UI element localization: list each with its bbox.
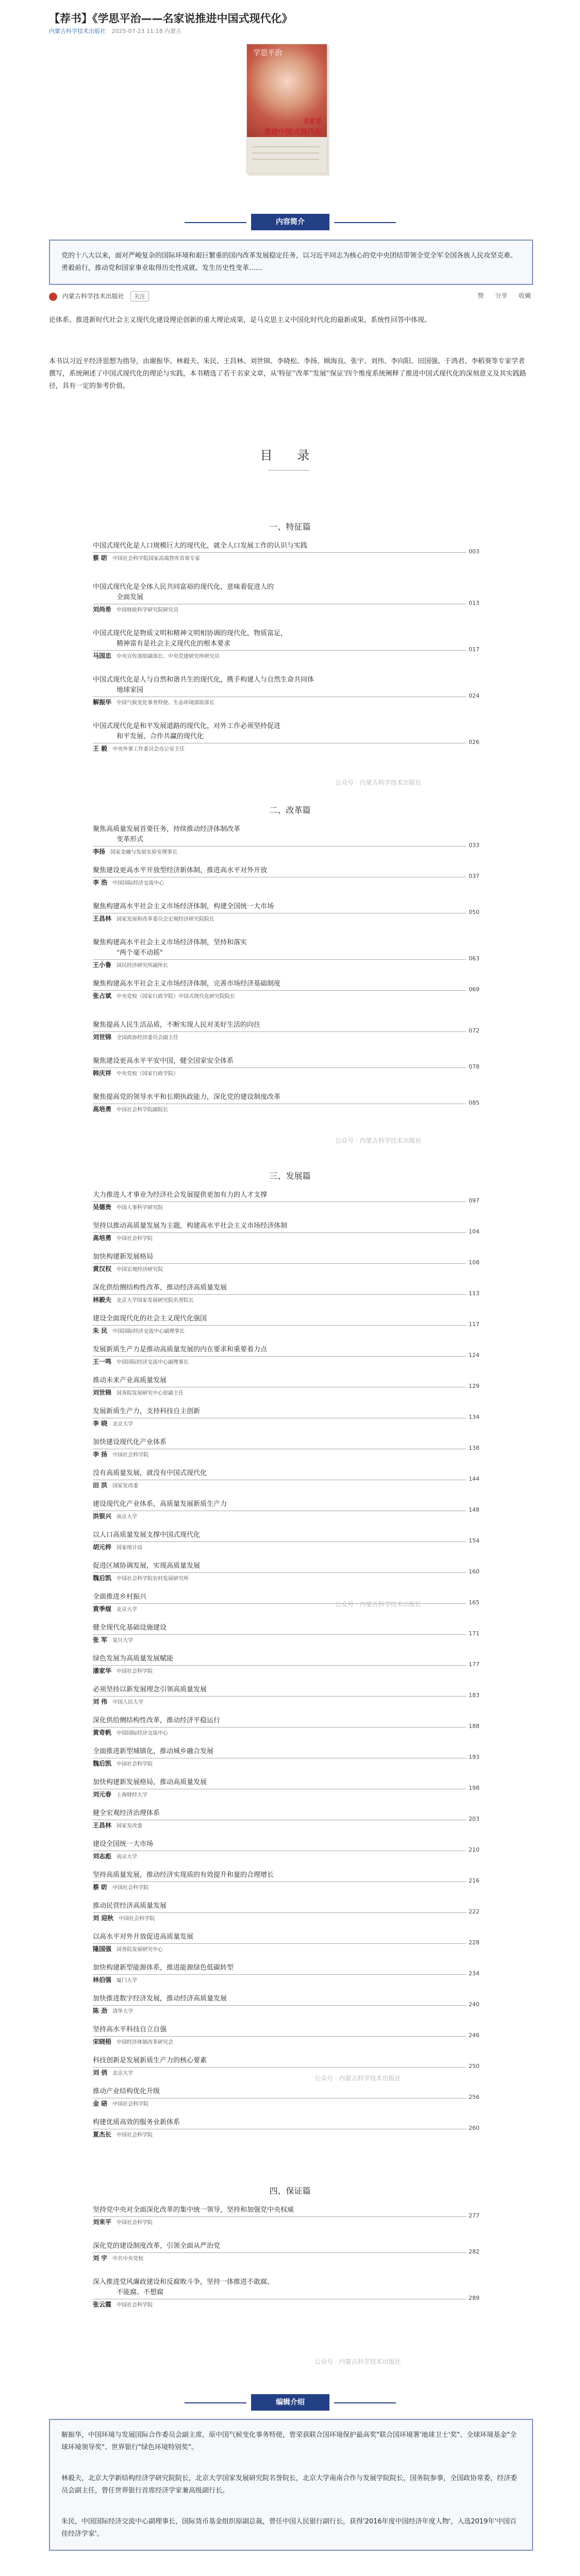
toc-item[interactable]: 坚持高质量发展，推动经济实现质的有效提升和量的合理增长 216 蔡 昉 中国社会科学院	[93, 1871, 479, 1891]
toc-item[interactable]: 加快建设现代化产业体系 138 李 扬 中国社会科学院	[93, 1438, 479, 1458]
intro-card	[49, 240, 533, 285]
intro-text: 党的十八大以来，面对严峻复杂的国际环境和艰巨繁重的国内改革发展稳定任务，以习近平同志为核心的党中央团结带领全党全军全国各族人民攻坚克难、勇毅前行，推动党和国家事业取得历史性成就、发生历史性变革……	[61, 252, 518, 272]
author-paragraph-3: 朱民，中国国际经济交流中心副理事长，国际货币基金组织原副总裁，曾任中国人民银行副行长，获得'2016年度中国经济年度人物'，入选2019年'中国百佳经济学家'。	[61, 2518, 517, 2538]
article-title: 【荐书】《学思平治——名家说推进中国式现代化》	[49, 12, 293, 25]
toc-item[interactable]: 中国式现代化是和平发展道路的现代化，对外工作必须坚持促进 和平发展、合作共赢的现代化 026 王 毅 中央外事工作委员会办公室主任	[93, 722, 479, 752]
author-paragraph-1: 解振华，中国环境与发展国际合作委员会副主席，原中国气候变化事务特使，曾荣获联合国环境保护最高奖"联合国环境署'地球卫士'奖"、全球环境基金"全球环境领导奖"、世界银行"绿色环境特别奖"。	[61, 2431, 517, 2451]
toc-item[interactable]: 聚焦构建高水平社会主义市场经济体制，坚持和落实 "两个毫不动摇" 063 王小鲁 国民经济研究所副所长	[93, 939, 479, 969]
toc-part-4-list	[93, 2205, 479, 2318]
toc-part-3-list	[93, 1190, 479, 2148]
toc-item[interactable]: 深化供给侧结构性改革，推动经济高质量发展 113 林毅夫 北京大学国家发展研究院名誉院长	[93, 1284, 479, 1303]
toc-item[interactable]: 建设全面现代化的社会主义现代化强国 117 朱 民 中国国际经济交流中心副理事长	[93, 1315, 479, 1334]
toc-item[interactable]: 坚持党中央对全面深化改革的集中统一领导，坚持和加强党中央权威 277 刘来平 中国社会科学院	[93, 2206, 479, 2226]
toc-item[interactable]: 建设全国统一大市场 210 刘志彪 南京大学	[93, 1840, 479, 1860]
toc-item[interactable]: 坚持以推动高质量发展为主题，构建高水平社会主义市场经济体制 104 高培勇 中国社会科学院	[93, 1222, 479, 1242]
watermark-text: 公众号 · 内蒙古科学技术出版社	[314, 2075, 401, 2082]
toc-item[interactable]: 大力推进人才事业为经济社会发展提供更加有力的人才支撑 097 吴德贵 中国人事科学研究院	[93, 1191, 479, 1211]
author-card	[49, 2419, 533, 2551]
toc-item[interactable]: 坚持高水平科技自立自强 246 宋晓梧 中国经济体制改革研究会	[93, 2026, 479, 2045]
toc-item[interactable]: 推动未来产业高质量发展 129 刘世锦 国务院发展研究中心原副主任	[93, 1377, 479, 1396]
toc-item[interactable]: 中国式现代化是物质文明和精神文明相协调的现代化，物质富足， 精神富有是社会主义现代化的根本要求 017 马国忠 中央宣传部原副部长、中央党建研究所研究员	[93, 630, 479, 659]
watermark-text: 公众号 · 内蒙古科学技术出版社	[314, 2358, 401, 2365]
action-bar	[468, 291, 531, 300]
publish-meta: 2025-07-23 11:18 内蒙古	[111, 28, 182, 35]
watermark-text: 公众号 · 内蒙古科学技术出版社	[335, 1137, 422, 1144]
toc-title: 目 录	[260, 448, 320, 463]
watermark-text: 公众号 · 内蒙古科学技术出版社	[335, 1601, 422, 1608]
toc-item[interactable]: 聚焦建设更高水平开放型经济新体制，推进高水平对外开放 037 李 浩 中国国际经济交流中心	[93, 867, 479, 886]
section-title-author: 编辑介绍	[251, 2394, 329, 2411]
toc-part-4: 四、保证篇	[269, 2186, 311, 2196]
like-button[interactable]: 赞	[477, 292, 484, 299]
toc-item[interactable]: 加快构建新发展格局，推动高质量发展 198 刘元春 上海财经大学	[93, 1778, 479, 1798]
toc-item[interactable]: 以人口高质量发展支撑中国式现代化 154 胡元梓 国家统计局	[93, 1531, 479, 1551]
toc-item[interactable]: 建设现代化产业体系，高质量发展新质生产力 148 洪银兴 南京大学	[93, 1500, 479, 1520]
toc-item[interactable]: 科技创新是发展新质生产力的核心要素 250 刘 俏 北京大学	[93, 2057, 479, 2076]
cover-logo: 学思平治	[253, 49, 282, 57]
toc-item[interactable]: 中国式现代化是全体人民共同富裕的现代化，意味着促进人的 全面发展 013 刘尚希 中国财政科学研究院研究员	[93, 583, 479, 613]
toc-item[interactable]: 推动产业结构优化升级 256 金 碚 中国社会科学院	[93, 2088, 479, 2107]
toc-item[interactable]: 推动民营经济高质量发展 222 刘 迎秋 中国社会科学院	[93, 1902, 479, 1922]
toc-item[interactable]: 聚焦提高党的领导水平和长期执政能力，深化党的建设制度改革 085 高培勇 中国社会科学院副院长	[93, 1093, 479, 1113]
toc-item[interactable]: 健全宏观经济治理体系 203 王昌林 国家发改委	[93, 1809, 479, 1829]
toc-item[interactable]: 促进区域协调发展，实现高质量发展 160 魏后凯 中国社会科学院农村发展研究所	[93, 1562, 479, 1582]
collect-button[interactable]: 收藏	[518, 292, 531, 299]
article-meta	[49, 27, 181, 35]
toc-item[interactable]: 全面推进乡村振兴 165 黄季焜 北京大学	[93, 1593, 479, 1613]
toc-item[interactable]: 聚焦构建高水平社会主义市场经济体制，构建全国统一大市场 050 王昌林 国家发展和改革委员会宏观经济研究院院长	[93, 903, 479, 922]
toc-item[interactable]: 绿色发展为高质量发展赋能 177 潘家华 中国社会科学院	[93, 1655, 479, 1674]
account-avatar	[49, 293, 57, 301]
toc-item[interactable]: 中国式现代化是人口规模巨大的现代化，就全人口发展工作的认识与实践 003 蔡 昉 中国社会科学院国家高端智库首席专家	[93, 542, 479, 562]
toc-item[interactable]: 发展新质生产力，支持科技自主创新 134 李 晓 北京大学	[93, 1408, 479, 1427]
toc-divider	[268, 470, 309, 471]
toc-part-3: 三、发展篇	[269, 1171, 311, 1181]
toc-item[interactable]: 构建优质高效的服务业新体系 260 夏杰长 中国社会科学院	[93, 2119, 479, 2138]
account-link[interactable]: 内蒙古科学技术出版社	[49, 28, 106, 35]
cover-title-1: 名家说	[303, 117, 322, 125]
author-paragraph-2: 林毅夫，北京大学新结构经济学研究院院长，北京大学国家发展研究院名誉院长，北京大学南南合作与发展学院院长，国务院参事，全国政协常委，经济委员会副主任，曾任世界银行首席经济学家兼高级副行长。	[61, 2475, 518, 2495]
toc-item[interactable]: 全面推进新型城镇化，推动城乡融合发展 193 魏后凯 中国社会科学院	[93, 1748, 479, 1767]
toc-item[interactable]: 深化供给侧结构性改革，推动经济平稳运行 188 黄奇帆 中国国际经济交流中心	[93, 1717, 479, 1736]
toc-item[interactable]: 加快推进数字经济发展，推动经济高质量发展 240 陈 劲 清华大学	[93, 1995, 479, 2014]
toc-part-2: 二、改革篇	[269, 805, 311, 815]
share-button[interactable]: 分享	[495, 292, 508, 299]
book-cover-image	[246, 44, 327, 174]
toc-item[interactable]: 聚焦提高人民生活品质，不断实现人民对美好生活的向往 072 刘世锦 全国政协经济委员会副主任	[93, 1021, 479, 1041]
account-name: 内蒙古科学技术出版社	[62, 293, 124, 300]
toc-item[interactable]: 中国式现代化是人与自然和谐共生的现代化，携手构建人与自然生命共同体 地球家园 024 解振华 中国气候变化事务特使、生态环境部原部长	[93, 676, 479, 706]
section-title-content: 内容简介	[251, 214, 329, 230]
watermark-text: 公众号 · 内蒙古科学技术出版社	[335, 779, 422, 786]
toc-item[interactable]: 深入推进党风廉政建设和反腐败斗争，坚持一体推进不敢腐、 不能腐、不想腐 289 张云霞 中国社会科学院	[93, 2278, 479, 2308]
toc-item[interactable]: 深化党的建设制度改革，引领全面从严治党 282 刘 宇 中共中央党校	[93, 2242, 479, 2262]
toc-item[interactable]: 加快构建新发展格局 108 黄汉权 中国宏观经济研究院	[93, 1253, 479, 1273]
toc-item[interactable]: 没有高质量发展，就没有中国式现代化 144 田 洪 国家发改委	[93, 1469, 479, 1489]
toc-item[interactable]: 加快构建新型能源体系，推进能源绿色低碳转型 234 林伯强 厦门大学	[93, 1964, 479, 1984]
toc-item[interactable]: 聚焦建设更高水平平安中国，健全国家安全体系 078 韩庆祥 中央党校（国家行政学院）	[93, 1057, 479, 1077]
toc-item[interactable]: 发展新质生产力是推动高质量发展的内在要求和重要着力点 124 王一鸣 中国国际经济交流中心副理事长	[93, 1346, 479, 1365]
cover-title-2: 推进中国式现代化	[264, 128, 322, 137]
toc-item[interactable]: 健全现代化基础设施建设 171 张 军 复旦大学	[93, 1624, 479, 1643]
toc-part-2-list	[93, 824, 479, 1128]
toc-part-1: 一、特征篇	[269, 522, 311, 532]
toc-item[interactable]: 聚焦构建高水平社会主义市场经济体制，完善市场经济基础制度 069 张占斌 中央党校（国家行政学院）中国式现代化研究院院长	[93, 980, 479, 999]
body-paragraph-2: 本书以习近平经济思想为指导，由谢振华、林毅夫、朱民、王昌林、刘世锦、李晓松、李扬、顾海良、张宇、刘伟、李向阳、田国强、于鸿君、李稻葵等专家学者撰写，系统阐述了中国式现代化的理论与实践，本书精选了若干名家文章，从'特征''改革''发展''保证'四个维度系统阐释了推进中国式现代化的深刻意义及其实践路径，具有一定的参考价值。	[49, 358, 526, 390]
follow-button[interactable]: 关注	[130, 291, 149, 301]
toc-part-1-list	[93, 541, 479, 762]
toc-item[interactable]: 聚焦高质量发展首要任务，持续推动经济体制改革 变革形式 033 李扬 国家金融与发展实验室理事长	[93, 825, 479, 855]
body-paragraph-1: 论体系、推进新时代社会主义现代化建设理论创新的重大理论成果，是马克思主义中国化时代化的最新成果，系统性回答中体现。	[49, 316, 432, 324]
follow-bar	[49, 291, 149, 301]
toc-item[interactable]: 必须坚持以新发展理念引领高质量发展 183 刘 伟 中国人民大学	[93, 1686, 479, 1705]
toc-item[interactable]: 以高水平对外开放促进高质量发展 228 隆国强 国务院发展研究中心	[93, 1933, 479, 1953]
